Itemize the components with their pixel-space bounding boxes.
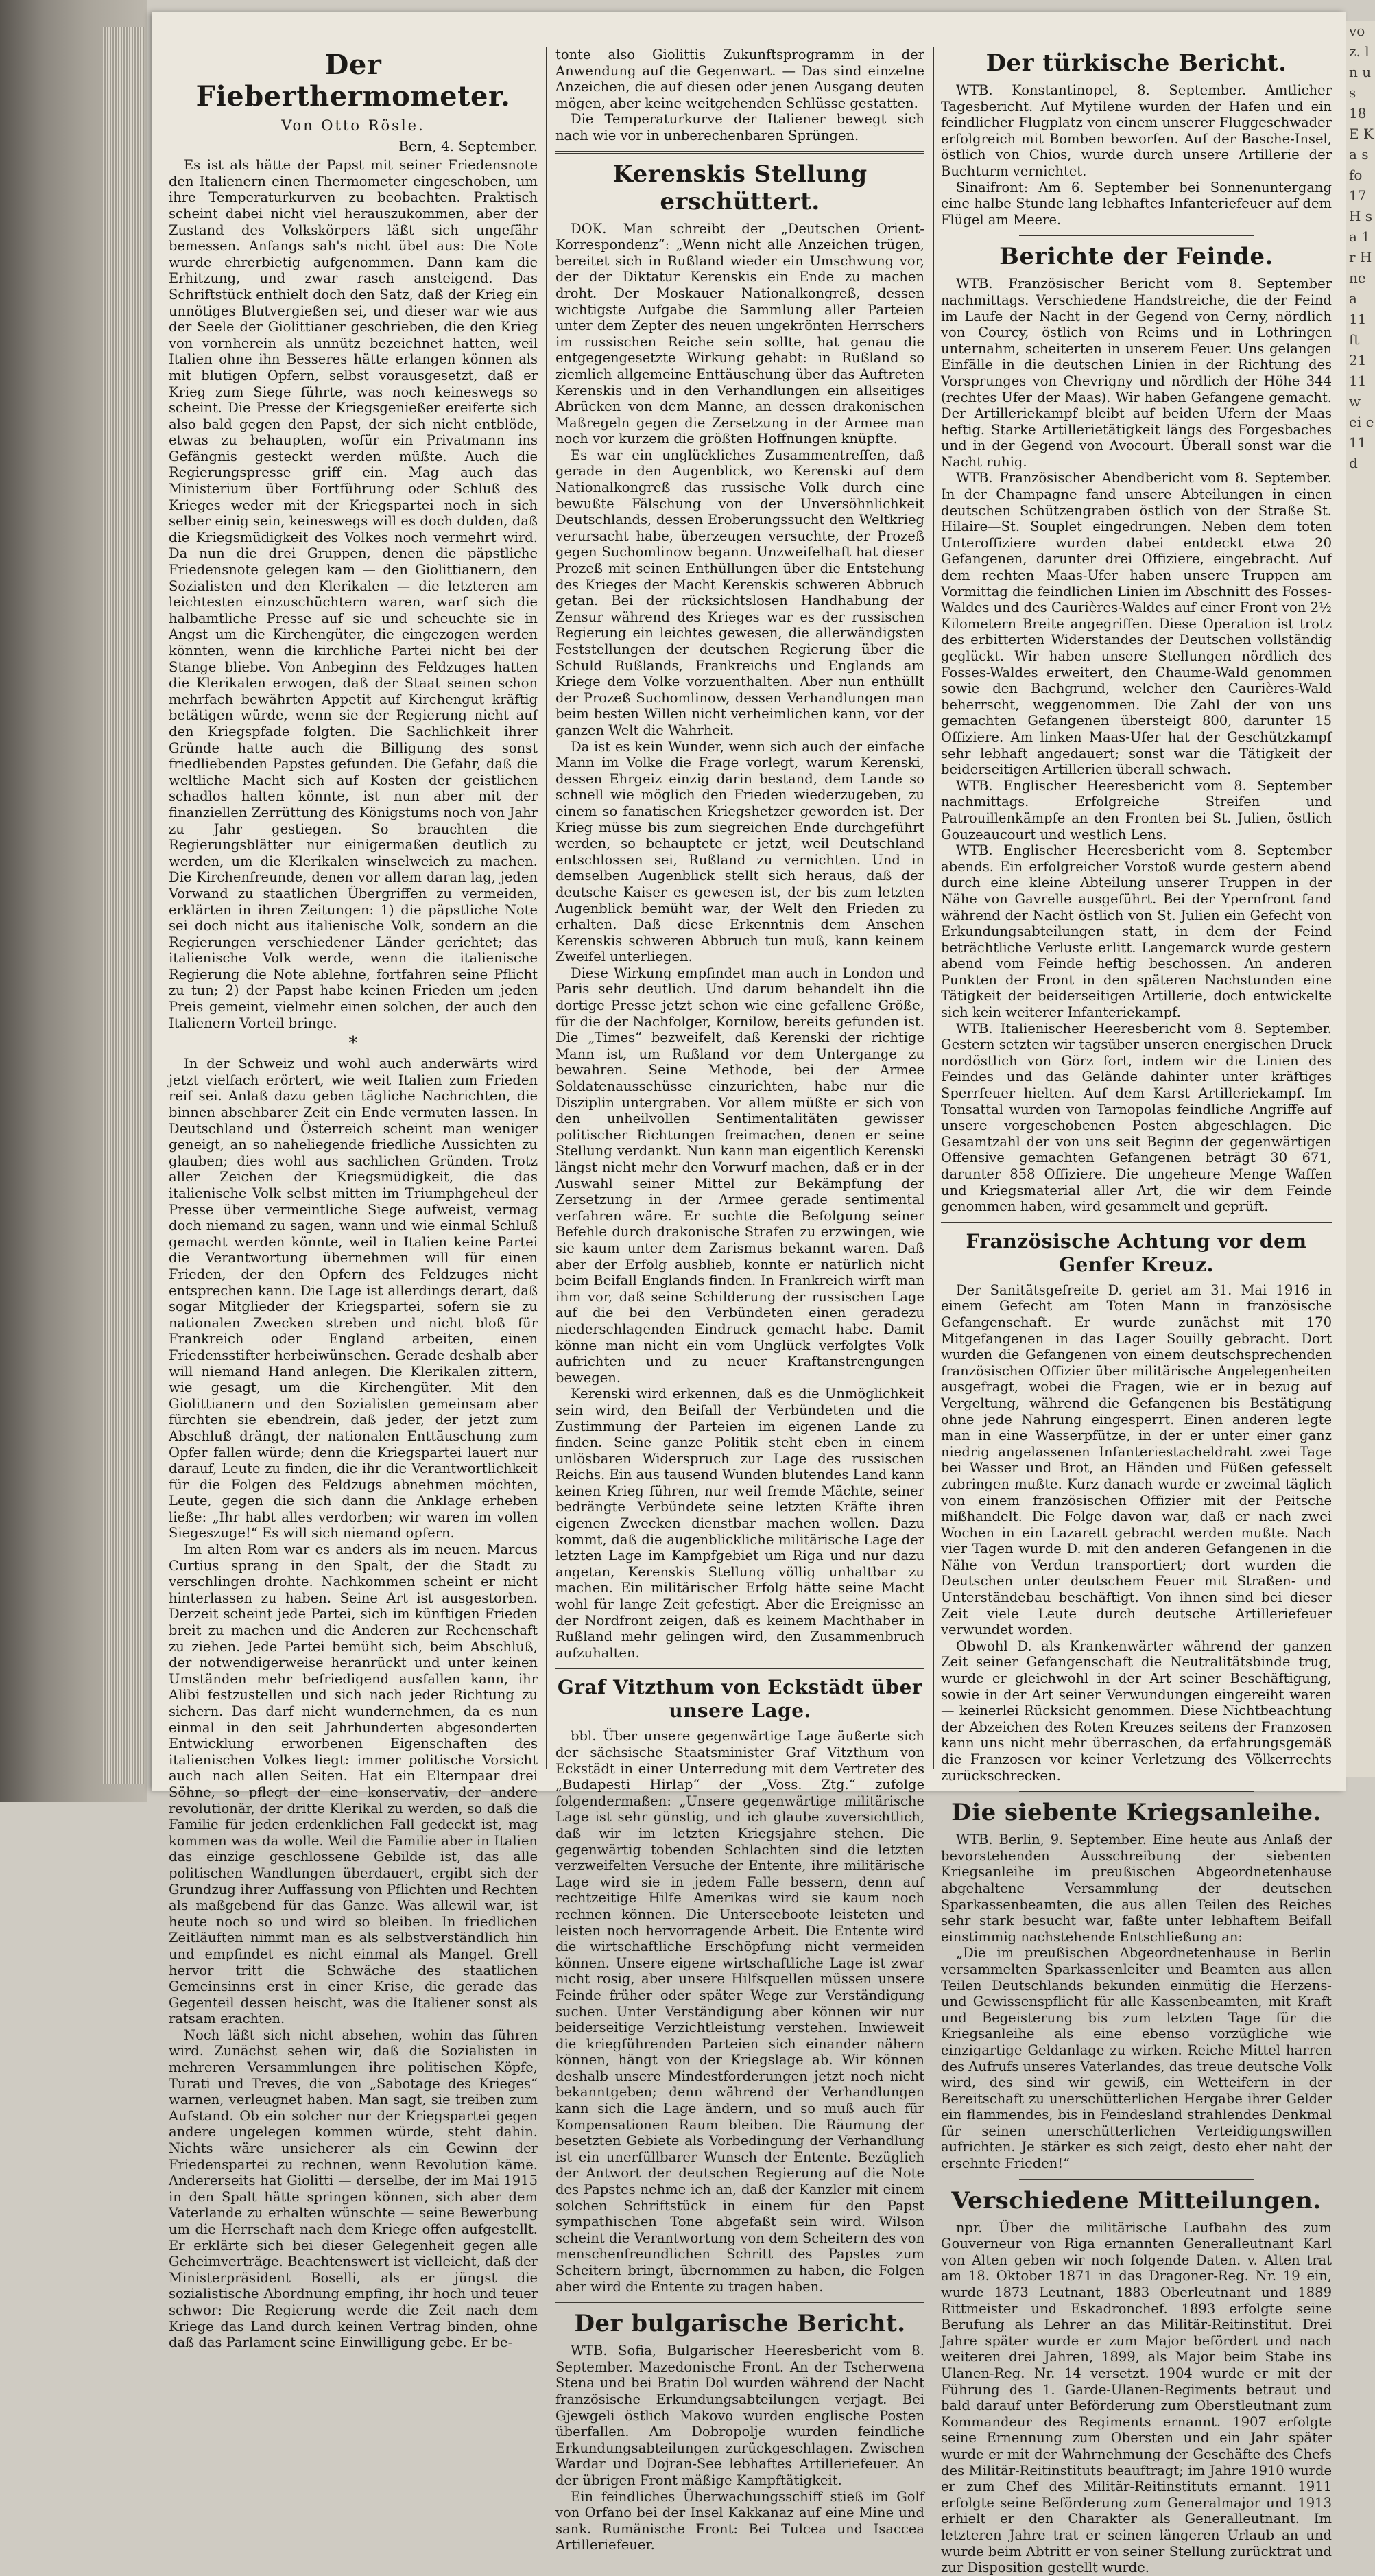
- paragraph: bbl. Über unsere gegenwärtige Lage äußerte sich der sächsische Staatsminister Graf Vitzthum von Eckstädt in einer Unterredung mit dem Vertreter des „Budapesti Hirlap“ der „Voss. Ztg.“ zufolge folgendermaßen: „Unsere gegenwärtige militärische Lage ist sehr günstig, und ich glaube zuversichtlich, daß wir im letzten Kriegsjahre stehen. Die gegenwärtig tobenden Schlachten sind die letzten verzweifelten Versuche der Entente, ihre militärische Lage wird sie in jedem Falle bessern, denn auf rechtzeitige Hilfe Amerikas wird sie kaum noch rechnen können. Die Unterseeboote leisteten und leisten noch hervorragende Arbeit. Die Entente wird die wirtschaftliche Erschöpfung nicht vermeiden können. Unsere eigene wirtschaftliche Lage ist zwar nicht rosig, aber unsere Hilfsquellen müssen unsere Feinde früher oder später Wege zur Verständigung suchen. Unter Verständigung aber können wir nur beiderseitige Verzichtleistung verstehen. Inwieweit die kriegführenden Parteien sich einander nähern können, hängt von der Kriegslage ab. Wir können deshalb unsere Mindestforderungen jetzt noch nicht bekanntgeben; denn während der Verhandlungen kann sich die Lage ändern, und so muß auch für Kompensationen Raum bleiben. Die Räumung der besetzten Gebiete als Vorbedingung der Verhandlung ist ein unerfüllbarer Wunsch der Entente. Bezüglich der Antwort der deutschen Regierung auf die Note des Papstes nehme ich an, daß der Kanzler mit einem solchen Schriftstück in einem für den Papst sympathischen Tone abgefaßt sein wird. Wilson scheint die Verantwortung von dem Scheitern des von menschenfreundlichen Schritt des Papstes zum Scheitern bringt, übernommen zu haben, die Folgen aber wird die Entente zu tragen haben.: [555, 1728, 924, 2295]
- paragraph: „Die im preußischen Abgeordnetenhause in Berlin versammelten Sparkassenleiter und Beamten aus allen Teilen Deutschlands bekunden einmütig die Herzens- und Gewissenspflicht für alle Kassenbeamten, mit Kraft und Begeisterung bis zum letzten Tage für die Kriegsanleihe als eine ebenso vorzügliche wie einzigartige Geldanlage zu wirken. Reiche Mittel harren des Aufrufs unseres Vaterlandes, das treue deutsche Volk wird, des sind wir gewiß, ein Wetteifern in der Bereitschaft zu unerschütterlichen Hergabe ihrer Gelder ein flammendes, bis in Feindesland strahlendes Denkmal für seinen unerschütterlichen Verteidigungswillen aufrichten. Je stärker es sich zeigt, desto eher naht der ersehnte Frieden!“: [941, 1945, 1332, 2172]
- paragraph: WTB. Italienischer Heeresbericht vom 8. September. Gestern setzten wir tagsüber unseren energischen Druck nordöstlich von Görz fort, indem wir die Linien des Feindes und das Gelände dahinter unter kräftiges Sperrfeuer hielten. Auf dem Karst Artilleriekampf. Im Tonsattal wurden von Tarnopolas feindliche Angriffe auf unsere vorgeschobenen Posten abgeschlagen. Die Gesamtzahl der von uns seit Beginn der gegenwärtigen Offensive gemachten Gefangenen beträgt 30 671, darunter 858 Offiziere. Die ungeheure Menge Waffen und Kriegsmaterial aller Art, die wir dem Feinde genommen haben, wird gesammelt und geprüft.: [941, 1020, 1332, 1215]
- paragraph: WTB. Berlin, 9. September. Eine heute aus Anlaß der bevorstehenden Ausschreibung der siebenten Kriegsanleihe im preußischen Abgeordnetenhause abgehaltene Versammlung der deutschen Sparkassenbeamten, die aus allen Teilen des Reiches sehr stark besucht war, faßte unter lebhaftem Beifall einstimmig nachstehende Entschließung an:: [941, 1832, 1332, 1945]
- section-divider: [555, 1668, 924, 1669]
- paragraph: Da ist es kein Wunder, wenn sich auch der einfache Mann im Volke die Frage vorlegt, warum Kerenski, dessen Ehrgeiz einzig darin bestand, dem Lande so schnell wie möglich den Frieden wiederzugeben, zu einem so fanatischen Kriegshetzer geworden ist. Der Krieg müsse bis zum siegreichen Ende durchgeführt werden, so behauptete er jetzt, weil Deutschland entschlossen sei, Rußland zu vernichten. Und in demselben Augenblick stellt sich heraus, daß der deutsche Kaiser es gewesen ist, der bis zum letzten Augenblick bemüht war, der Welt den Frieden zu erhalten. Daß diese Erkenntnis dem Ansehen Kerenskis schweren Abbruch tun muß, kann keinem Zweifel unterliegen.: [555, 738, 924, 965]
- section-divider: [1019, 2179, 1254, 2180]
- column-rule: [933, 47, 934, 1769]
- article-title-fieberthermometer: Der Fieberthermometer.: [195, 49, 511, 113]
- paragraph: Sinaifront: Am 6. September bei Sonnenuntergang eine halbe Stunde lang lebhaftes Infanteriefeuer auf dem Flügel am Meere.: [941, 179, 1332, 228]
- book-binding: [0, 0, 147, 1802]
- article-title-kerenski: Kerenskis Stellung erschüttert.: [612, 160, 868, 215]
- paragraph: WTB. Französischer Bericht vom 8. September nachmittags. Verschiedene Handstreiche, die der Feind im Laufe der Nacht in der Gegend von Cerny, nördlich von Courcy, östlich von Reims und in Lothringen unternahm, scheiterten in unserem Feuer. Uns gelangen Einfälle in die deutschen Linien in der Richtung des Vorsprunges von Chevrigny und nördlich der Höhe 344 (rechtes Ufer der Maas). Wir haben Gefangene gemacht. Der Artilleriekampf bleibt auf beiden Ufern der Maas heftig. Starke Artillerietätigkeit längs des Forgesbaches und in der Gegend von Avocourt. Überall sonst war die Nacht ruhig.: [941, 276, 1332, 470]
- paragraph: Noch läßt sich nicht absehen, wohin das führen wird. Zunächst sehen wir, daß die Sozialisten in mehreren Versammlungen ihre politischen Köpfe, Turati und Treves, die von „Sabotage des Krieges“ warnen, verleugnet haben. Man sagt, sie treiben zum Aufstand. Ob ein solcher nur der Kriegspartei gegen andere ungelegen kommen würde, steht dahin. Nichts wäre unsicherer als ein Gewinn der Friedenspartei zu rechnen, wenn Revolution käme. Andererseits hat Giolitti — derselbe, der im Mai 1915 in den Spalt hätte springen können, sich aber dem Vaterlande zu erhalten wünschte — seine Bewerbung um die Herrschaft nach dem Kriege offen aufgestellt. Er erklärte sich bei dieser Gelegenheit gegen alle Geheimverträge. Beachtenswert ist vielleicht, daß der Ministerpräsident Boselli, als er jüngst die sozialistische Abordnung empfing, ihr hoch und teuer schwor: Die Regierung werde die Zeit nach dem Kriege das Land durch keinen Vertrag binden, ohne daß das Parlament seine Einwilligung gebe. Er be-: [169, 2026, 538, 2351]
- page-edges: [103, 27, 144, 1784]
- article-dateline: Bern, 4. September.: [398, 137, 538, 154]
- paragraph: Es ist als hätte der Papst mit seiner Friedensnote den Italienern einen Thermometer eingeschoben, um ihre Temperaturkurven zu beobachten. Praktisch scheint dabei nicht viel herauszukommen, aber der Zustand des Volkskörpers läßt sich ungefähr bemessen. Anfangs sah's nicht übel aus: Die Note wurde ehrerbietig aufgenommen. Dann kam die Erhitzung, und zwar rasch ansteigend. Das Schriftstück enthielt doch den Satz, daß der Krieg ein unnötiges Blutvergießen sei, und dieser war wie aus der Seele der Giolittianer geschrieben, die den Krieg von vornherein als unnütz bezeichnet hatten, weil Italien ohne ihn Besseres hätte erlangen können als mit blutigen Opfern, selbst vorausgesetzt, daß er Krieg zum Siege führte, was noch keineswegs so scheint. Die Presse der Kriegsgenießer ereiferte sich also bald gegen den Papst, der sich nicht entblöde, etwas zu behaupten, wofür ein Privatmann ins Gefängnis gesteckt werden müßte. Auch die Regierungspresse griff ein. Mag auch das Ministerium über Fortführung oder Schluß des Krieges weder mit der Kriegspartei noch in sich selber einig sein, keineswegs will es doch dulden, daß die Kriegsmüdigkeit des Volkes noch vermehrt wird. Da nun die drei Gruppen, denen die päpstliche Friedensnote gelegen kam — den Giolittianern, den Sozialisten und den Klerikalen — die letzteren am leichtesten einzuschüchtern waren, warf sich die halbamtliche Presse auf sie und scheuchte sie in Angst um die Kirchengüter, die eingezogen werden könnten, wenn die kirchliche Partei nicht bei der Stange bliebe. Von Anbeginn des Feldzuges hatten die Klerikalen erwogen, daß der Staat seinen schon mehrfach bewährten Appetit auf Kirchengut kräftig betätigen würde, wenn sie der Regierung nicht auf den Kriegspfade folgten. Die Sachlichkeit ihrer Gründe hatte auch die Billigung des sonst friedliebenden Papstes gefunden. Die Gefahr, daß die weltliche Macht sich auf Kosten der geistlichen schadlos halten könnte, ist nun aber mit der finanziellen Zerrüttung des Königstums noch von Jahr zu Jahr gestiegen. So brauchten die Regierungsblätter nur einigermaßen deutlich zu werden, um die Klerikalen winselweich zu machen. Die Kirchenfreunde, denen vor allem daran lag, jeden Vorwand zu staatlichen Übergriffen zu vermeiden, erklärten in ihren Zeitungen: 1) die päpstliche Note sei doch nicht aus italienische Volk, sondern an die Regierungen verschiedener Länder gerichtet; das italienische Volk werde, wenn die italienische Regierung die Note ablehne, fortfahren seine Pflicht zu tun; 2) der Papst habe keinen Frieden um jeden Preis gemeint, vielmehr einen solchen, der auch den Italienern Vorteil bringe.: [169, 157, 538, 1031]
- paragraph: WTB. Konstantinopel, 8. September. Amtlicher Tagesbericht. Auf Mytilene wurden der Hafen und ein feindlicher Flugplatz von einem unserer Fluggeschwader erfolgreich mit Bomben beworfen. Auf der Basche-Insel, östlich von Chios, wurde durch unsere Artillerie der Buchturm vernichtet.: [941, 82, 1332, 179]
- section-divider: [1019, 235, 1254, 236]
- article-title-tuerkisch: Der türkische Bericht.: [985, 49, 1287, 77]
- next-page-edge: vo z. l n u s 18 E K a s fo 17 H s a 1 r H ne a 11 ft 21 11 w ei e 11 d: [1346, 21, 1375, 1777]
- column-rule: [546, 47, 547, 1769]
- paragraph: Die Temperaturkurve der Italiener bewegt sich nach wie vor in unberechenbaren Sprüngen.: [555, 111, 924, 143]
- column-3: [941, 47, 1332, 2576]
- article-title-mitteilungen: Verschiedene Mitteilungen.: [951, 2186, 1322, 2214]
- section-divider: [1019, 1791, 1254, 1792]
- section-divider: [555, 2302, 924, 2303]
- article-title-graf-vitzthum: Graf Vitzthum von Eckstädt über unsere Lage.: [557, 1676, 923, 1723]
- article-title-kriegsanleihe: Die siebente Kriegsanleihe.: [951, 1799, 1322, 1827]
- article-title-genfer-kreuz: Französische Achtung vor dem Genfer Kreuz.: [966, 1229, 1307, 1276]
- paragraph: WTB. Sofia, Bulgarischer Heeresbericht vom 8. September. Mazedonische Front. An der Tscherwena Stena und bei Bratin Dol wurden während der Nacht französische Erkundungsabteilungen verjagt. Bei Gjewgeli östlich Makovo wurden englische Posten überfallen. Am Dobropolje wurden feindliche Erkundungsabteilungen zurückgeschlagen. Zwischen Wardar und Dojran-See lebhaftes Artilleriefeuer. An der übrigen Front mäßige Kampftätigkeit.: [555, 2343, 924, 2488]
- paragraph: WTB. Englischer Heeresbericht vom 8. September abends. Ein erfolgreicher Vorstoß wurde gestern abend durch eine kleine Abteilung unserer Truppen in der Nähe von Gavrelle ausgeführt. Bei der Ypernfront fand während der Nacht östlich von St. Julien ein Gefecht von Erkundungsabteilungen statt, in dem der Feind beträchtliche Verluste erlitt. Langemarck wurde gestern abend vom Feinde heftig beschossen. An anderen Punkten der Front in den späteren Nachstunden eine Tätigkeit der beiderseitigen Artillerie, doch entwickelte sich kein weiterer Infanteriekampf.: [941, 842, 1332, 1021]
- paragraph: In der Schweiz und wohl auch anderwärts wird jetzt vielfach erörtert, wie weit Italien zum Frieden reif sei. Anlaß dazu geben tägliche Nachrichten, die binnen absehbarer Zeit ein Ende vermuten lassen. In Deutschland und Österreich scheint man weniger geneigt, an so naheliegende friedliche Aussichten zu glauben; dies wohl aus sachlichen Gründen. Trotz aller Zeichen der Kriegsmüdigkeit, die das italienische Volk selbst mitten im Triumphgeheul der Presse über vermeintliche Siege aufweist, vermag doch niemand zu sagen, wann und wie einmal Schluß gemacht werden könnte, weil in Italien keine Partei die Verantwortung übernehmen will für einen Frieden, der den Opfern des Feldzuges nicht entsprechen kann. Die Lage ist allerdings derart, daß sogar Mitglieder der Kriegspartei, sofern sie zu nationalen Zwecken streben und nicht bloß für Frankreich oder England arbeiten, einen Friedensstifter herbeiwünschen. Gerade deshalb aber will niemand Hand anlegen. Die Klerikalen zittern, wie gesagt, um die Kirchengüter. Mit den Giolittianern und den Sozialisten gemeinsam aber fürchten sie ebendrein, daß jeder, der jetzt zum Abschluß drängt, der nationalen Enttäuschung zum Opfer fallen würde; denn die Kriegspartei lauert nur darauf, Leute zu finden, die ihr die Verantwortlichkeit für die Folgen des Feldzugs abnehmen möchten, Leute, gegen die sich dann die Anklage erheben ließe: „Ihr habt alles verdorben; wir waren im vollen Siegeszuge!“ Es will sich niemand opfern.: [169, 1056, 538, 1541]
- section-asterisk: *: [348, 1033, 358, 1054]
- paragraph: Es war ein unglückliches Zusammentreffen, daß gerade in den Augenblick, wo Kerenski auf dem Nationalkongreß das russische Volk durch eine bewußte Fälschung von der Unversöhnlichkeit Deutschlands, dessen Eroberungssucht den Weltkrieg verursacht habe, überzeugen versuchte, der Prozeß gegen Suchomlinow begann. Unzweifelhaft hat dieser Prozeß mit seinen Enthüllungen über die Entstehung des Krieges der Macht Kerenskis schweren Abbruch getan. Bei der rücksichtslosen Handhabung der Zensur während des Krieges war es der russischen Regierung ein leichtes gewesen, die allerwändigsten Feststellungen der deutschen Regierung über die Schuld Rußlands, Frankreichs und Englands am Kriege dem Volke vorzuenthalten. Aber nun enthüllt der Prozeß Suchomlinow, dessen Verhandlungen man beim besten Willen nicht verheimlichen kann, vor der ganzen Welt die Wahrheit.: [555, 447, 924, 738]
- paragraph: Kerenski wird erkennen, daß es die Unmöglichkeit sein wird, den Beifall der Verbündeten und die Zustimmung der Parteien im eigenen Lande zu finden. Seine ganze Politik steht eben in einem unlösbaren Widerspruch zur Lage des russischen Reichs. Ein aus tausend Wunden blutendes Land kann keinen Krieg führen, nur weil fremde Mächte, seiner bedrängte Verbündete seine letzten Kräfte ihren eigenen Zwecken dienstbar machen wollen. Dazu kommt, daß die augenblickliche militärische Lage der letzten Lage im Kampfgebiet um Riga und nur dazu angetan, Kerenskis Stellung völlig unhaltbar zu machen. Ein militärischer Erfolg hätte seine Macht wohl für lange Zeit gefestigt. Aber die Ereignisse an der Nordfront zeigen, daß es keinem Machthaber in Rußland mehr gelingen wird, den Zusammenbruch aufzuhalten.: [555, 1386, 924, 1661]
- column-2: [555, 47, 924, 2553]
- paragraph: Im alten Rom war es anders als im neuen. Marcus Curtius sprang in den Spalt, der die Stadt zu verschlingen drohte. Nachkommen scheint er nicht hinterlassen zu haben. Seine Art ist ausgestorben. Derzeit scheint jede Partei, sich im künftigen Frieden breit zu machen und die Anderen zur Rechenschaft zu ziehen. Jede Partei bemüht sich, beim Abschluß, der notwendigerweise heranrückt und unter keinen Umständen mehr befriedigend ausfallen kann, ihr Alibi festzustellen und sich nach jeder Richtung zu sichern. Das darf nicht wundernehmen, da es nun einmal in den seit Jahrhunderten abgesonderten Entwicklung erworbenen Eigenschaften des italienischen Volkes liegt: immer politische Vorsicht auch nach allen Seiten. Hat ein Elternpaar drei Söhne, so pflegt der eine konservativ, der andere revolutionär, der dritte Klerikal zu werden, so daß die Familie für jeden erdenklichen Fall gedeckt ist, mag kommen was da wolle. Weil die Familie aber in Italien das einzige geschlossene Gebilde ist, das alle politischen Wandlungen überdauert, ergibt sich der Grundzug ihrer Auffassung von Pflichten und Rechten als maßgebend für das Ganze. Was allewil war, ist heute noch so und wird so bleiben. In friedlichen Zeitläuften nimmt man es als selbstverständlich hin und empfindet es nicht einmal als Mangel. Grell hervor tritt die Schwäche des staatlichen Gemeinsinns erst in einer Krise, die gerade das Gegenteil dessen heischt, was die Italiener sonst als ratsam erachten.: [169, 1541, 538, 2027]
- article-title-bulgarisch: Der bulgarische Bericht.: [574, 2310, 906, 2338]
- column-1: [169, 47, 538, 2351]
- paragraph: DOK. Man schreibt der „Deutschen Orient-Korrespondenz“: „Wenn nicht alle Anzeichen trügen, bereitet sich in Rußland wieder ein Umschwung vor, der der Diktatur Kerenskis ein Ende zu machen droht. Der Moskauer Nationalkongreß, dessen wichtigste Aufgabe die Sammlung aller Parteien unter dem Zepter des neuen ungekrönten Herrschers im russischen Reiche sein sollte, hat genau die entgegengesetzte Wirkung gehabt: in Rußland so ziemlich allgemeine Enttäuschung über das Auftreten Kerenskis und in den Verhandlungen ein allseitiges Abrücken von dem Manne, an dessen drakonischen Maßregeln gegen die Zersetzung in der Armee man noch vor kurzem die größten Hoffnungen knüpfte.: [555, 220, 924, 447]
- paragraph: Ein feindliches Überwachungsschiff stieß im Golf von Orfano bei der Insel Kakkanaz auf eine Mine und sank. Rumänische Front: Bei Tulcea und Isaccea Artilleriefeuer.: [555, 2488, 924, 2553]
- paragraph: WTB. Französischer Abendbericht vom 8. September. In der Champagne fand unsere Abteilungen in einen deutschen Schützengraben östlich von der Straße St. Hilaire—St. Souplet eingedrungen. Neben dem toten Unteroffiziere wurden dabei entdeckt etwa 20 Gefangenen, darunter drei Offiziere, eingebracht. Auf dem rechten Maas-Ufer haben unsere Truppen am Vormittag die feindlichen Linien im Abschnitt des Fosses-Waldes und des Caurières-Waldes auf einer Front von 2½ Kilometern Breite angegriffen. Diese Operation ist trotz des erbitterten Widerstandes der Deutschen vollständig geglückt. Wir haben unsere Stellungen nördlich des Fosses-Waldes erweitert, den Chaume-Wald genommen sowie den Bachgrund, welcher den Caurières-Wald beherrscht, weggenommen. Die Zahl der von uns gemachten Gefangenen übersteigt 800, darunter 15 Offiziere. Am linken Maas-Ufer hat der Geschützkampf sehr lebhaft angedauert; sonst war die Tätigkeit der beiderseitigen Artillerien überall schwach.: [941, 470, 1332, 778]
- section-divider: [941, 1222, 1332, 1223]
- paragraph: Diese Wirkung empfindet man auch in London und Paris sehr deutlich. Und darum behandelt ihn die dortige Presse jetzt schon wie eine gefallene Größe, für die der Nachfolger, Kornilow, bereits gefunden ist. Die „Times“ bezweifelt, daß Kerenski der richtige Mann ist, um Rußland vor dem Untergange zu bewahren. Seine Methode, bei der Armee Soldatenausschüsse einzurichten, habe nur die Disziplin untergraben. Vor allem müßte er sich von den unheilvollen Sentimentalitäten gewisser politischer Richtungen freimachen, denen er seine Stellung verdankt. Nun kann man eigentlich Kerenski längst nicht mehr den Vorwurf machen, daß er in der Auswahl seiner Mittel zur Bekämpfung der Zersetzung in der Armee gerade sentimental verfahren wäre. Er suchte die Befolgung seiner Befehle durch drakonische Strafen zu erzwingen, wie sie kaum unter dem Zarismus bekannt waren. Daß aber der Erfolg ausblieb, konnte er natürlich nicht beim Beifall Englands finden. In Frankreich wirft man ihm vor, daß seine Schilderung der russischen Lage auf die bei den Verbündeten einen geradezu niederschlagenden Eindruck gemacht habe. Damit könne man nicht ein vom Unglück verfolgtes Volk aufrichten und zu neuer Kraftanstrengungen bewegen.: [555, 965, 924, 1386]
- paragraph: Obwohl D. als Krankenwärter während der ganzen Zeit seiner Gefangenschaft die Neutralitätsbinde trug, wurde er gleichwohl in der Art seiner Beschäftigung, sowie in der Art seiner Verwundungen eingereiht waren — keinerlei Rücksicht genommen. Diese Nichtbeachtung der Abzeichen des Roten Kreuzes seitens der Franzosen kann uns nicht mehr überraschen, da erfahrungsgemäß die Franzosen vor keiner Verletzung des Völkerrechts zurückschrecken.: [941, 1638, 1332, 1784]
- paragraph: npr. Über die militärische Laufbahn des zum Gouverneur von Riga ernannten Generalleutnant Karl von Alten geben wir noch folgende Daten. v. Alten trat am 18. Oktober 1871 in das Dragoner-Reg. Nr. 19 ein, wurde 1873 Leutnant, 1883 Oberleutnant und 1889 Rittmeister und Eskadronchef. 1893 erfolgte seine Berufung als Lehrer an das Militär-Reitinstitut. Drei Jahre später wurde er zum Major befördert und nach weiteren drei Jahren, 1899, als Major beim Stabe ins Ulanen-Reg. Nr. 14 versetzt. 1904 wurde er mit der Führung des 1. Garde-Ulanen-Regiments betraut und bald darauf unter Beförderung zum Oberstleutnant zum Kommandeur des Regiments ernannt. 1907 erfolgte seine Ernennung zum Obersten und ein Jahr später wurde er mit der Wahrnehmung der Geschäfte des Chefs des Militär-Reitinstituts beauftragt; im Jahre 1910 wurde er zum Chef des Militär-Reitinstituts ernannt. 1911 erfolgte seine Beförderung zum Generalmajor und 1913 erhielt er den Charakter als Generalleutnant. Im letzteren Jahre trat er seinen längeren Urlaub an und wurde beim Abtritt er von seiner Stellung zurücktrat und zur Disposition gestellt wurde.: [941, 2219, 1332, 2576]
- section-divider: [555, 151, 924, 154]
- paragraph: tonte also Giolittis Zukunftsprogramm in der Anwendung auf die Gegenwart. — Das sind einzelne Anzeichen, die auf diesen oder jenen Ausgang deuten mögen, aber keine weitgehenden Schlüsse gestatten.: [555, 47, 924, 111]
- paragraph: Der Sanitätsgefreite D. geriet am 31. Mai 1916 in einem Gefecht am Toten Mann in französische Gefangenschaft. Er wurde zunächst mit 170 Mitgefangenen in das Lager Souilly gebracht. Dort wurden die Gefangenen von einem deutschsprechenden französischen Offizier über militärische Angelegenheiten ausgefragt, wobei die Fragen, wie er in bezug auf Vergeltung, während die Gefangenen bis Bestätigung ohne jede Nahrung eingesperrt. Einen anderen legte man in eine Wasserpfütze, in der er unter einer ganz niedrig angelassenen Infanteriestacheldraht zwei Tage bei Wasser und Brot, an Händen und Füßen gefesselt zubringen mußte. Kurz danach wurde er zweimal täglich von einem französischen Offizier mit der Peitsche mißhandelt. Die Folge davon war, daß er nach zwei Wochen in ein Lazarett gebracht werden mußte. Nach vier Tagen wurde D. mit den anderen Gefangenen in die Nähe von Verdun transportiert; dort wurden die Deutschen unter deutschem Feuer mit Straßen- und Unterständebau beschäftigt. Von ihnen sind bei dieser Zeit viele Leute durch deutsche Artilleriefeuer verwundet worden.: [941, 1281, 1332, 1638]
- article-title-feinde: Berichte der Feinde.: [999, 243, 1274, 271]
- article-byline: Von Otto Rösle.: [281, 117, 425, 134]
- newspaper-page: [152, 12, 1346, 2576]
- paragraph: WTB. Englischer Heeresbericht vom 8. September nachmittags. Erfolgreiche Streifen und Patrouillenkämpfe an den Fronten bei St. Julien, östlich Gouzeaucourt und westlich Lens.: [941, 777, 1332, 842]
